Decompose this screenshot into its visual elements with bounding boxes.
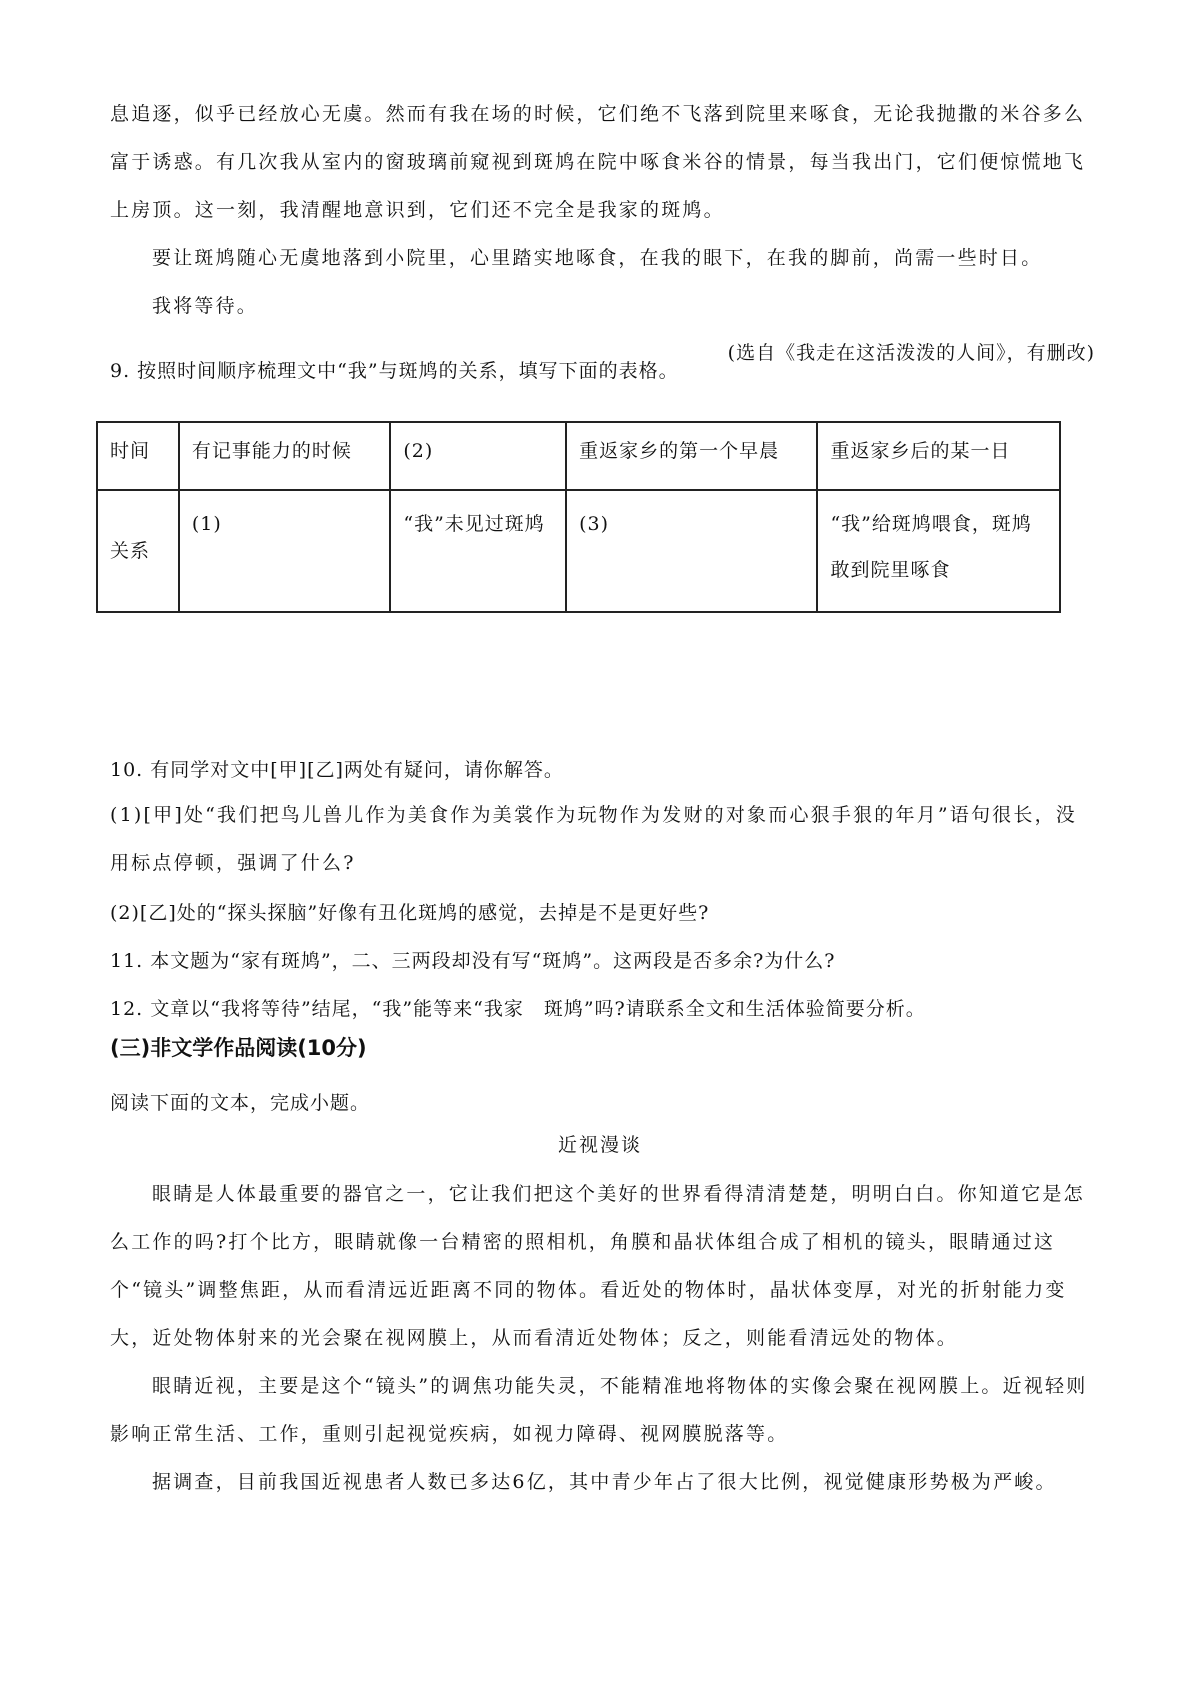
passage-source: (选自《我走在这活泼泼的人间》，有删改)	[727, 342, 1095, 364]
table-cell: 关系	[97, 490, 179, 612]
table-cell: 重返家乡的第一个早晨	[566, 422, 817, 490]
table-cell: “我”未见过斑鸠	[390, 490, 566, 612]
table-row-relation	[97, 490, 1060, 612]
section-heading: (三)非文学作品阅读(10分)	[110, 1036, 367, 1060]
article-paragraph-1: 眼睛是人体最重要的器官之一，它让我们把这个美好的世界看得清清楚楚，明明白白。你知道它是怎么工作的吗?打个比方，眼睛就像一台精密的照相机，角膜和晶状体组合成了相机的镜头，眼睛通过这个“镜头”调整焦距，从而看清远近距离不同的物体。看近处的物体时，晶状体变厚，对光的折射能力变大，近处物体射来的光会聚在视网膜上，从而看清近处物体；反之，则能看清远处的物体。	[110, 1183, 1085, 1349]
question-9-table	[96, 421, 1061, 613]
article-paragraph-2: 眼睛近视，主要是这个“镜头”的调焦功能失灵，不能精准地将物体的实像会聚在视网膜上。近视轻则影响正常生活、工作，重则引起视觉疾病，如视力障碍、视网膜脱落等。	[110, 1375, 1088, 1445]
question-10-prompt: 10. 有同学对文中[甲][乙]两处有疑问，请你解答。	[110, 759, 564, 781]
table-cell: “我”给斑鸠喂食，斑鸠敢到院里啄食	[817, 490, 1060, 612]
table-cell: 有记事能力的时候	[179, 422, 391, 490]
article-title: 近视漫谈	[557, 1134, 642, 1156]
table-cell: (3)	[566, 490, 817, 612]
table-cell: 时间	[97, 422, 179, 490]
question-10-sub-2: (2)[乙]处的“探头探脑”好像有丑化斑鸠的感觉，去掉是不是更好些?	[110, 902, 710, 924]
passage-paragraph-2: 要让斑鸠随心无虞地落到小院里，心里踏实地啄食，在我的眼下，在我的脚前，尚需一些时日。	[152, 247, 1043, 269]
table-row-time	[97, 422, 1060, 490]
table-cell: (2)	[390, 422, 566, 490]
section-instruction: 阅读下面的文本，完成小题。	[110, 1092, 371, 1114]
passage-paragraph-3: 我将等待。	[152, 295, 259, 317]
table-cell: (1)	[179, 490, 391, 612]
question-10-sub-1: (1)[甲]处“我们把鸟儿兽儿作为美食作为美裳作为玩物作为发财的对象而心狠手狠的年月”语句很长，没用标点停顿，强调了什么?	[110, 804, 1077, 874]
question-12: 12. 文章以“我将等待”结尾，“我”能等来“我家 斑鸠”吗?请联系全文和生活体验简要分析。	[110, 998, 926, 1020]
passage-paragraph-1: 息追逐，似乎已经放心无虞。然而有我在场的时候，它们绝不飞落到院里来啄食，无论我抛撒的米谷多么富于诱惑。有几次我从室内的窗玻璃前窥视到斑鸠在院中啄食米谷的情景，每当我出门，它们便惊慌地飞上房顶。这一刻，我清醒地意识到，它们还不完全是我家的斑鸠。	[110, 103, 1086, 221]
table-cell: 重返家乡后的某一日	[817, 422, 1060, 490]
article-paragraph-3: 据调查，目前我国近视患者人数已多达6亿，其中青少年占了很大比例，视觉健康形势极为严峻。	[152, 1471, 1057, 1493]
question-9-prompt: 9. 按照时间顺序梳理文中“我”与斑鸠的关系，填写下面的表格。	[110, 360, 679, 382]
question-11: 11. 本文题为“家有斑鸠”，二、三两段却没有写“斑鸠”。这两段是否多余?为什么?	[110, 950, 836, 972]
